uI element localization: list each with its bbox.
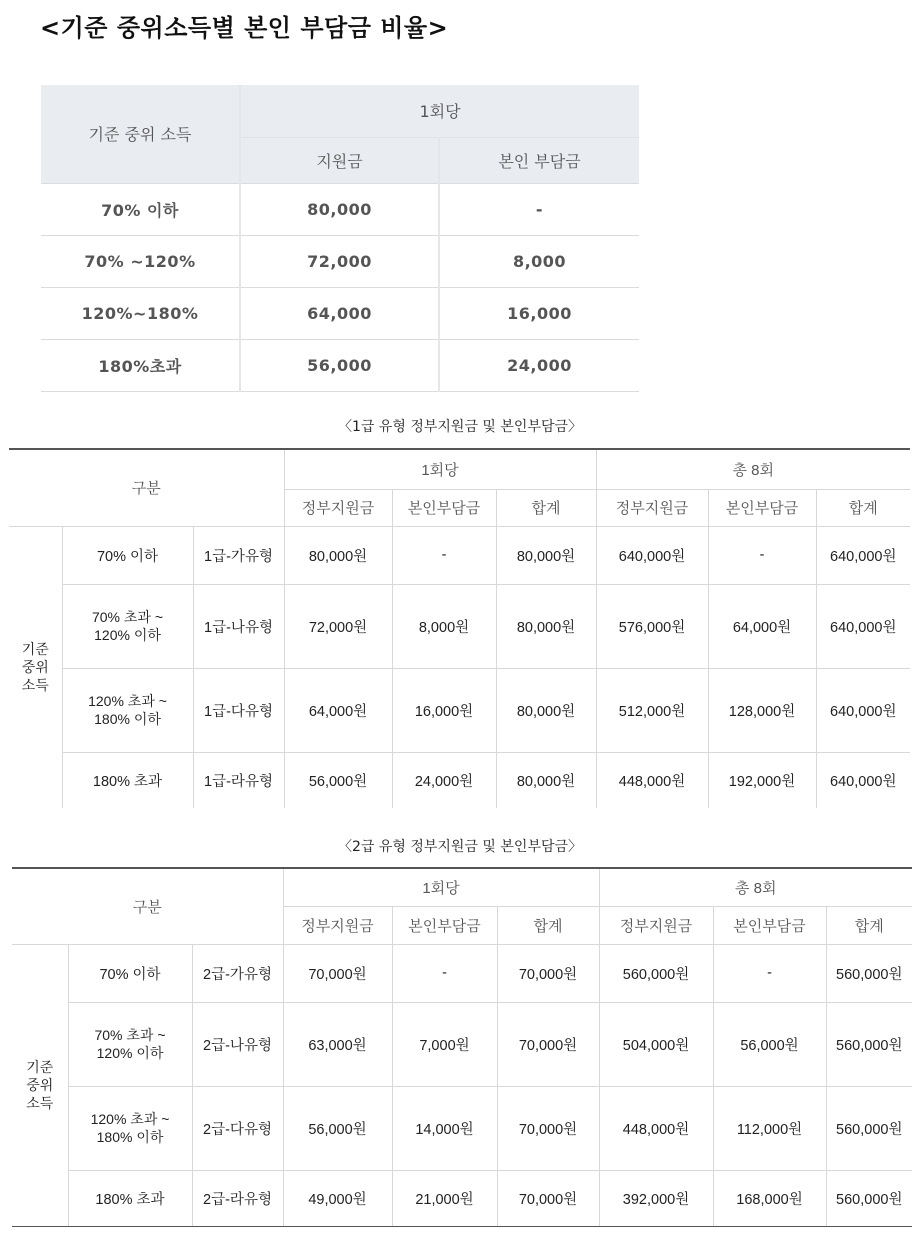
total-sum-cell: 560,000원 xyxy=(826,1002,912,1086)
header-per-session: 1회당 xyxy=(240,85,639,137)
copay-cell: 14,000원 xyxy=(392,1086,497,1170)
copay-cell: - xyxy=(439,183,639,235)
income-cell: 180%초과 xyxy=(41,339,240,391)
support-cell: 56,000 xyxy=(240,339,439,391)
support-cell: 72,000 xyxy=(240,235,439,287)
income-cell: 70% ~120% xyxy=(41,235,240,287)
header-per-session: 1회당 xyxy=(284,449,596,489)
total-copay-cell: 192,000원 xyxy=(708,752,816,808)
col-total-copay: 본인부담금 xyxy=(708,489,816,526)
table-row xyxy=(12,1170,912,1226)
copay-cell: 8,000 xyxy=(439,235,639,287)
total-sum-cell: 560,000원 xyxy=(826,1170,912,1226)
type-cell: 1급-다유형 xyxy=(193,668,284,752)
table-row xyxy=(9,584,910,668)
header-income: 기준 중위 소득 xyxy=(41,85,240,183)
sum-cell: 70,000원 xyxy=(497,944,599,1002)
type-cell: 2급-라유형 xyxy=(192,1170,283,1226)
copay-cell: 24,000 xyxy=(439,339,639,391)
total-gov-cell: 560,000원 xyxy=(599,944,713,1002)
sum-cell: 80,000원 xyxy=(496,526,596,584)
table-row xyxy=(12,1086,912,1170)
col-copay: 본인부담금 xyxy=(392,489,496,526)
gov-cell: 72,000원 xyxy=(284,584,392,668)
total-gov-cell: 576,000원 xyxy=(596,584,708,668)
total-sum-cell: 640,000원 xyxy=(816,526,910,584)
col-total-gov-support: 정부지원금 xyxy=(596,489,708,526)
col-sum: 합계 xyxy=(497,906,599,944)
header-total: 총 8회 xyxy=(596,449,910,489)
type-cell: 2급-가유형 xyxy=(192,944,283,1002)
table-row xyxy=(41,287,639,339)
income-cell: 70% 이하 xyxy=(41,183,240,235)
gov-cell: 64,000원 xyxy=(284,668,392,752)
sum-cell: 80,000원 xyxy=(496,752,596,808)
sum-cell: 70,000원 xyxy=(497,1086,599,1170)
total-copay-cell: 128,000원 xyxy=(708,668,816,752)
copay-cell: 24,000원 xyxy=(392,752,496,808)
header-per-session: 1회당 xyxy=(283,868,599,906)
col-gov-support: 정부지원금 xyxy=(284,489,392,526)
table2-caption: 〈1급 유형 정부지원금 및 본인부담금〉 xyxy=(337,419,583,435)
type-cell: 1급-나유형 xyxy=(193,584,284,668)
income-cell: 120%~180% xyxy=(41,287,240,339)
total-copay-cell: - xyxy=(713,944,826,1002)
gov-cell: 56,000원 xyxy=(283,1086,392,1170)
total-sum-cell: 640,000원 xyxy=(816,584,910,668)
col-total-gov-support: 정부지원금 xyxy=(599,906,713,944)
header-copay: 본인 부담금 xyxy=(439,137,639,183)
total-gov-cell: 512,000원 xyxy=(596,668,708,752)
type-cell: 2급-다유형 xyxy=(192,1086,283,1170)
type-cell: 2급-나유형 xyxy=(192,1002,283,1086)
income-cell: 120% 초과 ~ 180% 이하 xyxy=(62,668,193,752)
total-sum-cell: 560,000원 xyxy=(826,1086,912,1170)
total-sum-cell: 640,000원 xyxy=(816,752,910,808)
col-gov-support: 정부지원금 xyxy=(283,906,392,944)
group-label: 기준 중위 소득 xyxy=(21,641,49,694)
total-gov-cell: 448,000원 xyxy=(596,752,708,808)
table-row xyxy=(41,183,639,235)
type-cell: 1급-라유형 xyxy=(193,752,284,808)
gov-cell: 56,000원 xyxy=(284,752,392,808)
copay-cell: 16,000원 xyxy=(392,668,496,752)
table-row xyxy=(41,235,639,287)
col-total-sum: 합계 xyxy=(826,906,912,944)
total-copay-cell: - xyxy=(708,526,816,584)
page-title: <기준 중위소득별 본인 부담금 비율> xyxy=(40,14,449,42)
col-copay: 본인부담금 xyxy=(392,906,497,944)
grade2-subsidy-table xyxy=(12,867,912,1227)
copay-cell: - xyxy=(392,526,496,584)
sum-cell: 70,000원 xyxy=(497,1170,599,1226)
sum-cell: 80,000원 xyxy=(496,668,596,752)
table-row xyxy=(9,752,910,808)
gov-cell: 63,000원 xyxy=(283,1002,392,1086)
copay-cell: 21,000원 xyxy=(392,1170,497,1226)
copay-cell: 7,000원 xyxy=(392,1002,497,1086)
table-row xyxy=(12,1002,912,1086)
header-category: 구분 xyxy=(12,868,283,944)
table3-caption: 〈2급 유형 정부지원금 및 본인부담금〉 xyxy=(337,839,583,855)
gov-cell: 80,000원 xyxy=(284,526,392,584)
copay-ratio-table xyxy=(41,85,639,392)
copay-cell: 16,000 xyxy=(439,287,639,339)
header-support: 지원금 xyxy=(240,137,439,183)
gov-cell: 70,000원 xyxy=(283,944,392,1002)
group-label: 기준 중위 소득 xyxy=(12,944,68,1226)
total-copay-cell: 112,000원 xyxy=(713,1086,826,1170)
copay-cell: 8,000원 xyxy=(392,584,496,668)
income-cell: 70% 이하 xyxy=(68,944,192,1002)
total-sum-cell: 640,000원 xyxy=(816,668,910,752)
table-row xyxy=(9,526,910,584)
grade1-subsidy-table xyxy=(9,448,910,808)
income-cell: 70% 초과 ~ 120% 이하 xyxy=(62,584,193,668)
support-cell: 80,000 xyxy=(240,183,439,235)
total-gov-cell: 392,000원 xyxy=(599,1170,713,1226)
total-copay-cell: 64,000원 xyxy=(708,584,816,668)
sum-cell: 70,000원 xyxy=(497,1002,599,1086)
total-gov-cell: 504,000원 xyxy=(599,1002,713,1086)
income-cell: 70% 이하 xyxy=(62,526,193,584)
total-sum-cell: 560,000원 xyxy=(826,944,912,1002)
table-row xyxy=(9,668,910,752)
total-copay-cell: 168,000원 xyxy=(713,1170,826,1226)
type-cell: 1급-가유형 xyxy=(193,526,284,584)
income-cell: 180% 초과 xyxy=(68,1170,192,1226)
total-gov-cell: 640,000원 xyxy=(596,526,708,584)
gov-cell: 49,000원 xyxy=(283,1170,392,1226)
col-sum: 합계 xyxy=(496,489,596,526)
table-row xyxy=(12,944,912,1002)
income-cell: 120% 초과 ~ 180% 이하 xyxy=(68,1086,192,1170)
income-cell: 70% 초과 ~ 120% 이하 xyxy=(68,1002,192,1086)
sum-cell: 80,000원 xyxy=(496,584,596,668)
total-gov-cell: 448,000원 xyxy=(599,1086,713,1170)
col-total-copay: 본인부담금 xyxy=(713,906,826,944)
col-total-sum: 합계 xyxy=(816,489,910,526)
income-cell: 180% 초과 xyxy=(62,752,193,808)
support-cell: 64,000 xyxy=(240,287,439,339)
header-total: 총 8회 xyxy=(599,868,912,906)
header-category: 구분 xyxy=(9,449,284,526)
table-row xyxy=(41,339,639,391)
copay-cell: - xyxy=(392,944,497,1002)
total-copay-cell: 56,000원 xyxy=(713,1002,826,1086)
